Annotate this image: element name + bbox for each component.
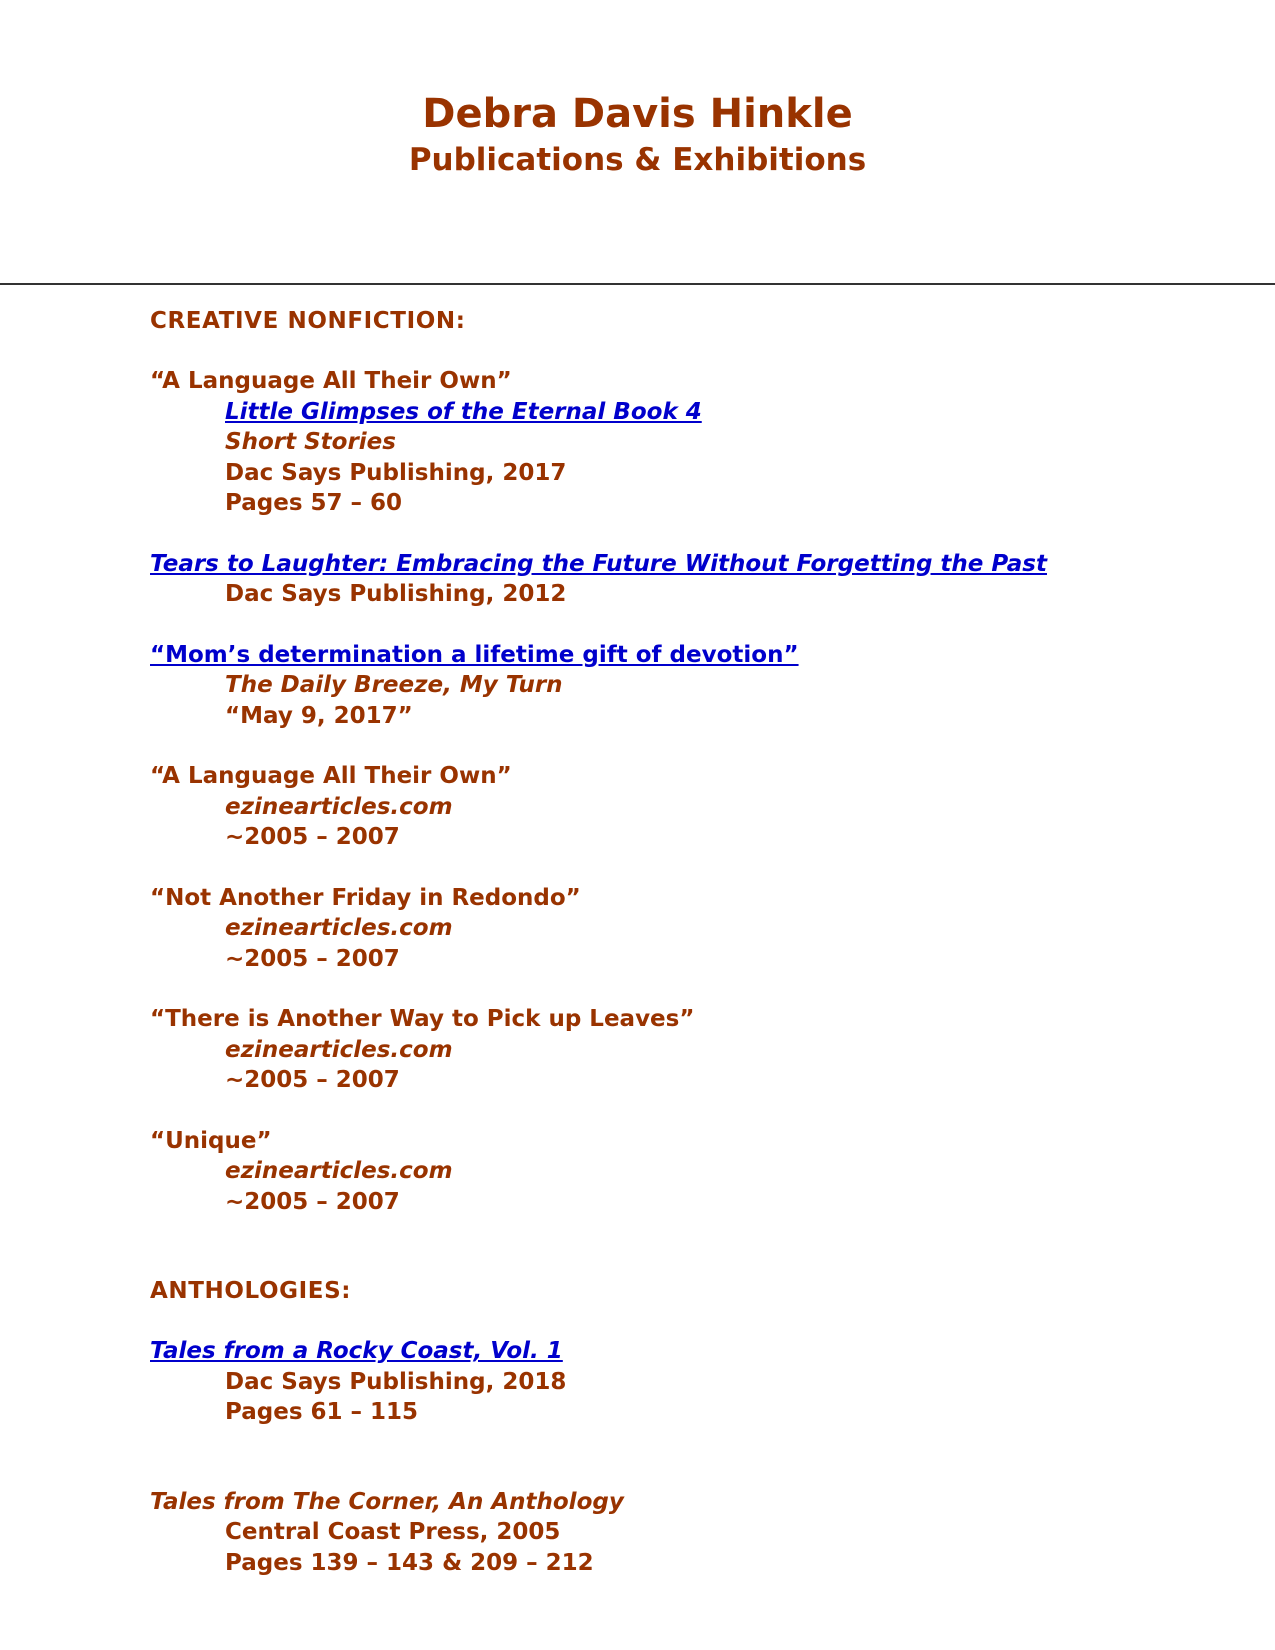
entry-pages: Pages 61 – 115	[225, 1399, 419, 1425]
entry-date: ~2005 – 2007	[225, 945, 400, 972]
publication-entry	[150, 366, 1260, 519]
section-title-anthologies: ANTHOLOGIES:	[150, 1278, 352, 1304]
book-link[interactable]: Little Glimpses of the Eternal Book 4	[225, 398, 702, 425]
entry-genre: Short Stories	[225, 429, 396, 455]
publication-entry	[150, 883, 1260, 975]
entry-publisher: Dac Says Publishing, 2012	[225, 581, 567, 607]
article-link[interactable]: “Mom’s determination a lifetime gift of devotion”	[150, 641, 799, 668]
publication-entry	[150, 761, 1260, 853]
publication-entry	[150, 1004, 1260, 1096]
entry-publisher: Central Coast Press, 2005	[225, 1519, 561, 1545]
header-divider	[0, 283, 1275, 285]
entry-date: ~2005 – 2007	[225, 824, 400, 850]
entry-source: ezinearticles.com	[225, 793, 453, 820]
book-link[interactable]: Tears to Laughter: Embracing the Future Without Forgetting the Past	[150, 550, 1047, 577]
entry-title: “A Language All Their Own”	[150, 368, 512, 394]
book-link[interactable]: Tales from a Rocky Coast, Vol. 1	[150, 1338, 563, 1364]
entry-source: ezinearticles.com	[225, 1158, 453, 1184]
entry-pages: Pages 57 – 60	[225, 490, 403, 516]
entry-publisher: Dac Says Publishing, 2018	[225, 1368, 567, 1395]
entry-title: “A Language All Their Own”	[150, 763, 512, 789]
entry-publisher: Dac Says Publishing, 2017	[225, 459, 567, 486]
entry-date: “May 9, 2017”	[225, 702, 413, 729]
author-name: Debra Davis Hinkle	[422, 91, 853, 137]
publication-entry	[150, 1126, 1260, 1218]
entry-title: “Not Another Friday in Redondo”	[150, 884, 581, 911]
entry-title: Tales from The Corner, An Anthology	[150, 1488, 624, 1515]
entry-date: ~2005 – 2007	[225, 1067, 400, 1093]
entry-date: ~2005 – 2007	[225, 1188, 400, 1215]
page-header	[0, 88, 1275, 180]
entry-title: “Unique”	[150, 1127, 272, 1154]
entry-source: ezinearticles.com	[225, 1036, 453, 1063]
entry-pages: Pages 139 – 143 & 209 – 212	[225, 1549, 594, 1576]
entry-source: ezinearticles.com	[225, 915, 453, 941]
publication-entry	[150, 640, 1260, 732]
section-title-creative-nonfiction: CREATIVE NONFICTION:	[150, 308, 466, 334]
publications-list	[150, 306, 1260, 1578]
publication-entry	[150, 549, 1260, 610]
publication-entry	[150, 1487, 1260, 1579]
page-subtitle: Publications & Exhibitions	[408, 142, 867, 178]
entry-source: The Daily Breeze, My Turn	[225, 672, 563, 698]
publication-entry	[150, 1336, 1260, 1428]
entry-title: “There is Another Way to Pick up Leaves”	[150, 1006, 695, 1032]
